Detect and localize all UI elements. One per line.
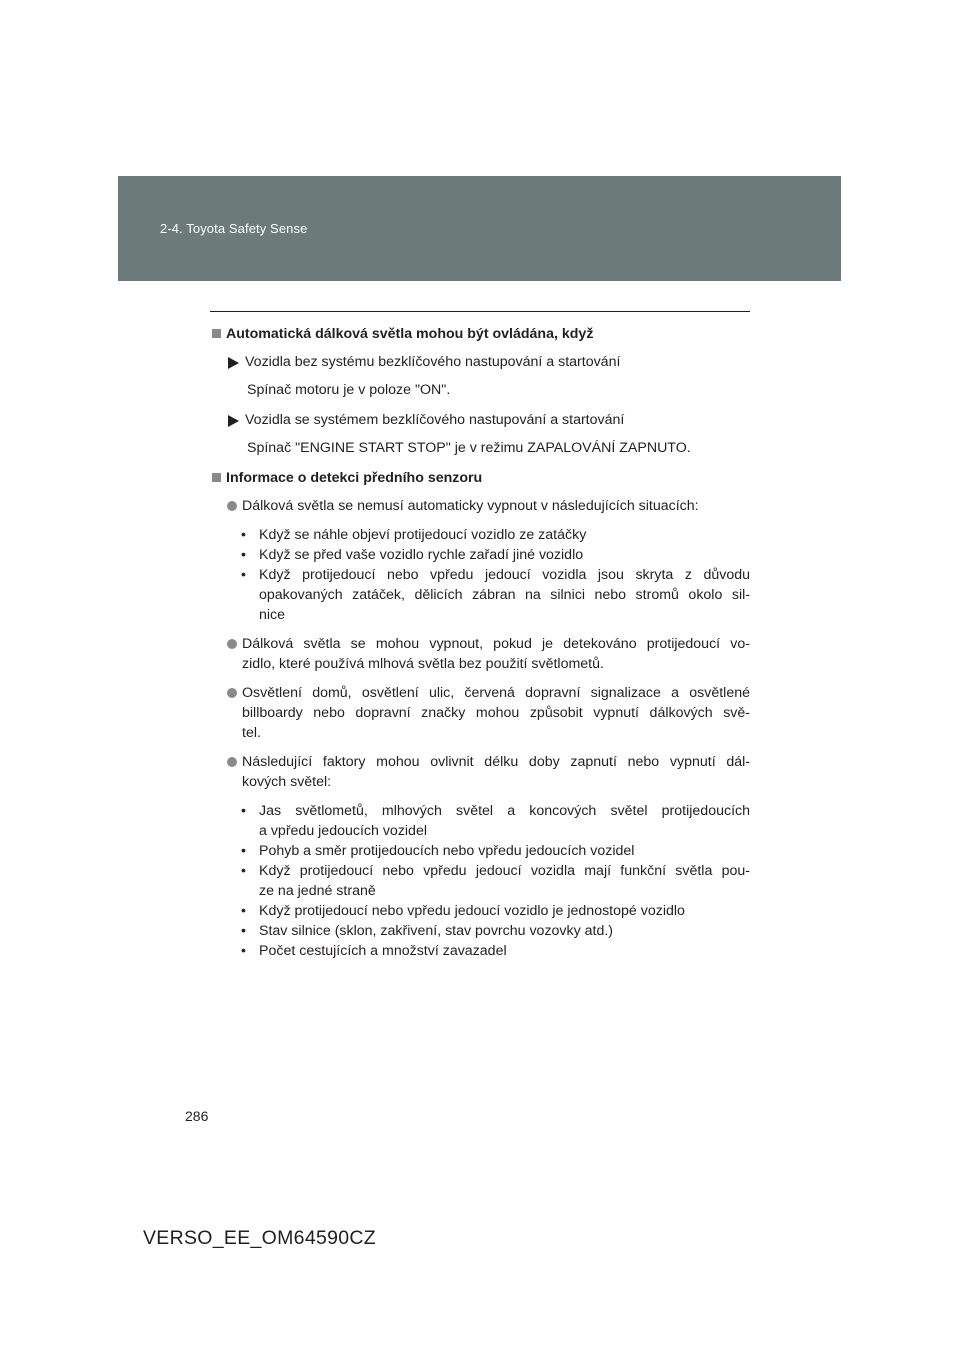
list-item xyxy=(212,801,750,841)
paragraph-line: billboardy nebo dopravní značky mohou způsobit vypnutí dálkových svě- xyxy=(242,705,750,721)
circle-bullet-icon xyxy=(227,639,237,649)
sub-list xyxy=(212,525,750,625)
list-item-marker: • xyxy=(241,943,246,959)
list-item-marker: • xyxy=(241,923,246,939)
section-heading xyxy=(212,468,750,488)
triangle-marker-icon xyxy=(228,415,239,427)
circle-bullet-icon xyxy=(227,501,237,511)
paragraph-line: Následující faktory mohou ovlivnit délku doby zapnutí nebo vypnutí dál- xyxy=(242,754,750,770)
list-item-line: Když se před vaše vozidlo rychle zařadí jiné vozidlo xyxy=(259,547,584,563)
list-item-line: Když protijedoucí nebo vpředu jedoucí vozidla mají funkční světla pou- xyxy=(259,863,750,879)
list-item-marker: • xyxy=(241,843,246,859)
list-item-marker: • xyxy=(241,863,246,879)
triangle-marker-icon xyxy=(228,357,239,369)
paragraph-line: Dálková světla se mohou vypnout, pokud je detekováno protijedoucí vo- xyxy=(242,636,750,652)
square-marker-icon xyxy=(212,324,226,338)
list-item-marker: • xyxy=(241,803,246,819)
list-item-line: Počet cestujících a množství zavazadel xyxy=(259,943,507,959)
list-item-line: Když se náhle objeví protijedoucí vozidlo ze zatáčky xyxy=(259,527,587,543)
list-item-line: Jas světlometů, mlhových světel a koncových světel protijedoucích xyxy=(259,803,750,819)
section-title: 2-4. Toyota Safety Sense xyxy=(160,221,308,236)
document-code: VERSO_EE_OM64590CZ xyxy=(143,1227,377,1249)
variant-label-text: Vozidla bez systému bezklíčového nastupování a startování xyxy=(245,354,621,370)
list-item-line: Stav silnice (sklon, zakřivení, stav povrchu vozovky atd.) xyxy=(259,923,614,939)
list-item xyxy=(212,921,750,941)
page-number: 286 xyxy=(185,1108,209,1124)
circle-bullet-icon xyxy=(227,688,237,698)
list-item-line: opakovaných zatáček, dělicích zábran na silnici nebo stromů okolo sil- xyxy=(259,587,750,603)
bullet-paragraph xyxy=(212,752,750,792)
paragraph-line: kových světel: xyxy=(242,774,332,790)
list-item-marker: • xyxy=(241,527,246,543)
list-item-line: Když protijedoucí nebo vpředu jedoucí vozidlo je jednostopé vozidlo xyxy=(259,903,685,919)
list-item xyxy=(212,861,750,901)
list-item xyxy=(212,545,750,565)
list-item xyxy=(212,565,750,625)
list-item xyxy=(212,525,750,545)
bullet-paragraph xyxy=(212,496,750,516)
variant-label-text: Vozidla se systémem bezklíčového nastupování a startování xyxy=(245,412,625,428)
list-item-marker: • xyxy=(241,567,246,583)
bullet-paragraph xyxy=(212,683,750,743)
list-item-marker: • xyxy=(241,903,246,919)
list-item-line: a vpředu jedoucích vozidel xyxy=(259,823,427,839)
paragraph-line: Dálková světla se nemusí automaticky vypnout v následujících situacích: xyxy=(242,498,699,514)
list-item xyxy=(212,841,750,861)
page-content xyxy=(212,324,750,970)
sub-list xyxy=(212,801,750,961)
list-item-marker: • xyxy=(241,547,246,563)
square-marker-icon xyxy=(212,468,226,482)
list-item-line: Pohyb a směr protijedoucích nebo vpředu jedoucích vozidel xyxy=(259,843,635,859)
list-item xyxy=(212,901,750,921)
variant-text: Spínač "ENGINE START STOP" je v režimu ZAPALOVÁNÍ ZAPNUTO. xyxy=(247,440,691,456)
variant-label xyxy=(212,352,750,372)
variant-label xyxy=(212,410,750,430)
paragraph-line: tel. xyxy=(242,725,261,741)
variant-text: Spínač motoru je v poloze "ON". xyxy=(247,382,451,398)
header-band xyxy=(118,176,841,281)
divider-rule xyxy=(210,311,750,312)
bullet-paragraph xyxy=(212,634,750,674)
list-item-line: Když protijedoucí nebo vpředu jedoucí vozidla jsou skryta z důvodu xyxy=(259,567,750,583)
circle-bullet-icon xyxy=(227,757,237,767)
section-heading-text: Automatická dálková světla mohou být ovládána, když xyxy=(226,326,594,342)
section-heading-text: Informace o detekci předního senzoru xyxy=(226,470,483,486)
paragraph-line: Osvětlení domů, osvětlení ulic, červená dopravní signalizace a osvětlené xyxy=(242,685,750,701)
section-heading xyxy=(212,324,750,344)
list-item-line: nice xyxy=(259,607,286,623)
list-item-line: ze na jedné straně xyxy=(259,883,376,899)
list-item xyxy=(212,941,750,961)
paragraph-line: zidlo, které používá mlhová světla bez použití světlometů. xyxy=(242,656,604,672)
